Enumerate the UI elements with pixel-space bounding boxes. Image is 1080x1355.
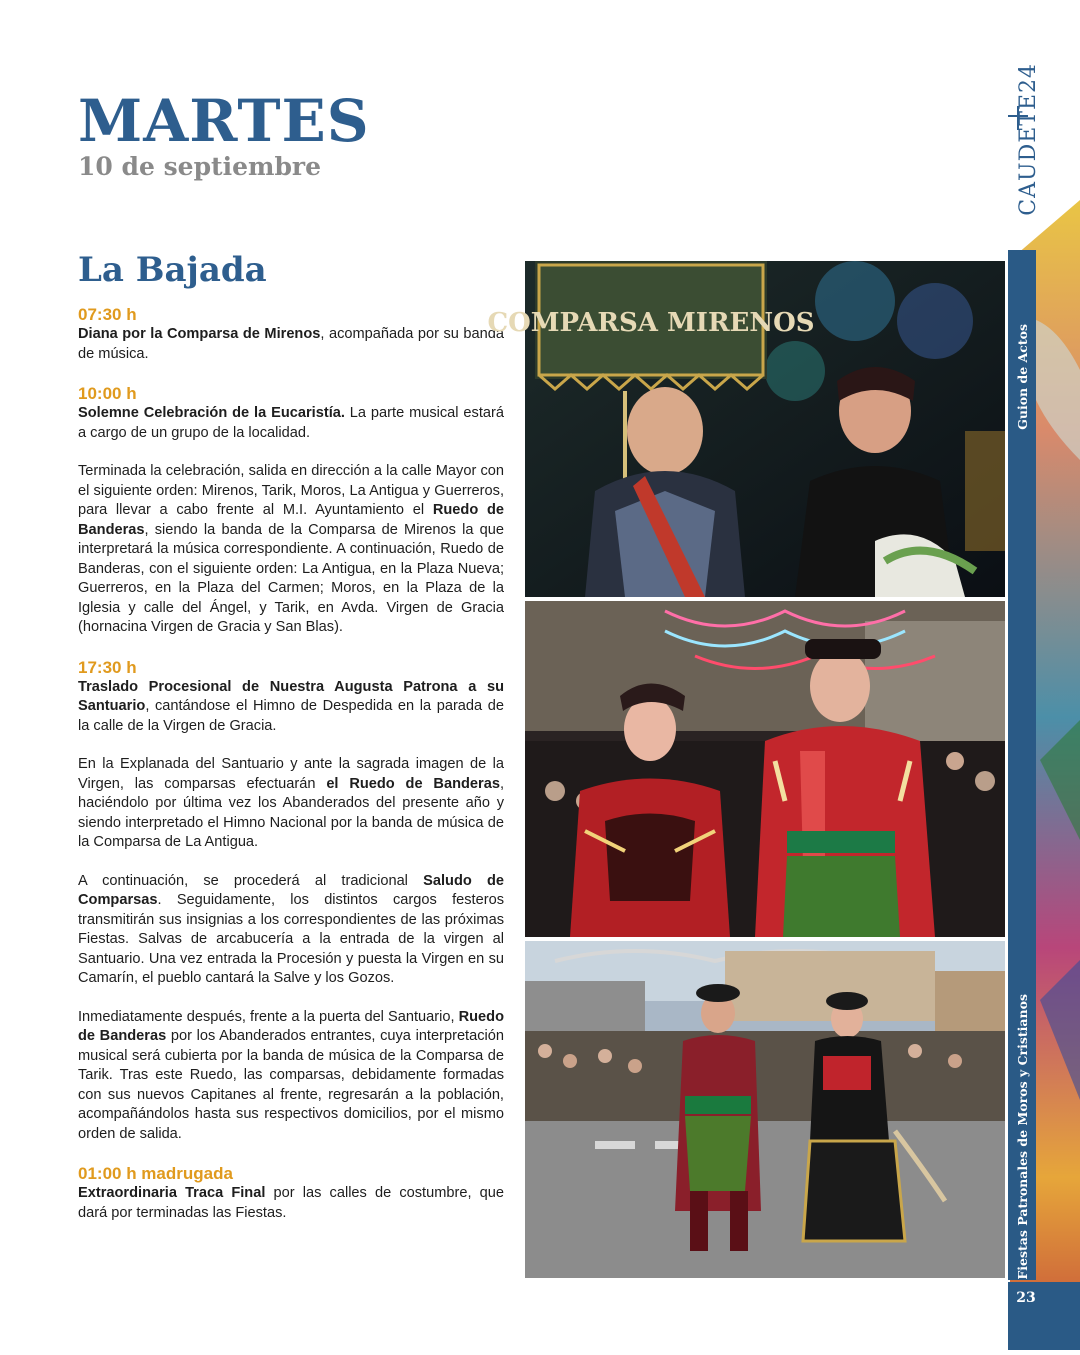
schedule-content xyxy=(78,304,504,1242)
event-time: 10:00 h xyxy=(78,384,137,403)
event-paragraph: En la Explanada del Santuario y ante la sagrada imagen de la Virgen, las comparsas efectuarán el Ruedo de Banderas, haciéndolo por última vez los Abanderados del presente año y siendo interpretado el Himno Nacional por la banda de música de la Comparsa de La Antigua. xyxy=(78,756,504,850)
date-subtitle: 10 de septiembre xyxy=(78,152,322,181)
section-title: La Bajada xyxy=(78,250,267,290)
event-description: Solemne Celebración de la Eucaristía. La parte musical estará a cargo de un grupo de la localidad. xyxy=(78,405,504,441)
event-description: Extraordinaria Traca Final por las calles de costumbre, que dará por terminadas las Fiestas. xyxy=(78,1185,504,1221)
page-number: 23 xyxy=(1016,1290,1036,1306)
event-block xyxy=(78,657,504,1145)
event-block xyxy=(78,383,504,638)
event-description: Diana por la Comparsa de Mirenos, acompañada por su banda de música. xyxy=(78,326,504,362)
photo-parade-street xyxy=(525,941,1005,1278)
day-title: MARTES xyxy=(78,87,370,155)
side-label-guion: Guion de Actos xyxy=(1014,324,1030,430)
photo-couple-red-costumes xyxy=(525,601,1005,937)
side-label-fiestas: Fiestas Patronales de Moros y Cristianos xyxy=(1014,994,1030,1280)
event-description: Traslado Procesional de Nuestra Augusta Patrona a su Santuario, cantándose el Himno de Despedida en la parada de la calle de la Virgen de Gracia. xyxy=(78,678,504,734)
banner-text: COMPARSA MIRENOS xyxy=(487,308,815,338)
event-paragraph: Terminada la celebración, salida en dirección a la calle Mayor con el siguiente orden: Mirenos, Tarik, Moros, La Antigua y Guerreros, para llevar a cabo frente al M.I. Ayuntamiento el Ruedo de Banderas, siendo la banda de la Comparsa de Mirenos la que interpretará la música correspondiente. A continuación, Ruedo de Banderas, con el siguiente orden: La Antigua, en la Plaza Nueva; Guerreros, en la Plaza del Carmen; Moros, en la Plaza de la Iglesia y calle del Ángel, y Tarik, en Avda. Virgen de Gracia (hornacina Virgen de Gracia y San Blas). xyxy=(78,463,504,635)
logo-text: CAUDETE24 xyxy=(1015,62,1041,216)
event-block xyxy=(78,304,504,364)
event-paragraph: Inmediatamente después, frente a la puerta del Santuario, Ruedo de Banderas por los Abanderados entrantes, cuya interpretación musical será cubierta por la banda de música de la Comparsa de Tarik. Tras este Ruedo, las comparsas, debidamente formadas con sus nuevos Capitanes al frente, regresarán a la población, acompañándolos hasta sus respectivos domicilios, por el mismo orden de salida. xyxy=(78,1008,504,1142)
event-time: 17:30 h xyxy=(78,657,137,677)
event-paragraph: A continuación, se procederá al tradicional Saludo de Comparsas. Seguidamente, los distintos cargos festeros transmitirán sus insignias a los correspondientes de las próximas Fiestas. Salvas de arcabucería a la entrada de la virgen al Santuario. Una vez entrada la Procesión y puesta la Virgen en su Camarín, el pueblo cantará la Salve y los Gozos. xyxy=(78,872,505,986)
photo-comparsa-mirenos-banner xyxy=(487,261,1005,597)
event-block xyxy=(78,1163,504,1223)
event-time: 01:00 h madrugada xyxy=(78,1164,233,1183)
event-time: 07:30 h xyxy=(78,305,137,324)
